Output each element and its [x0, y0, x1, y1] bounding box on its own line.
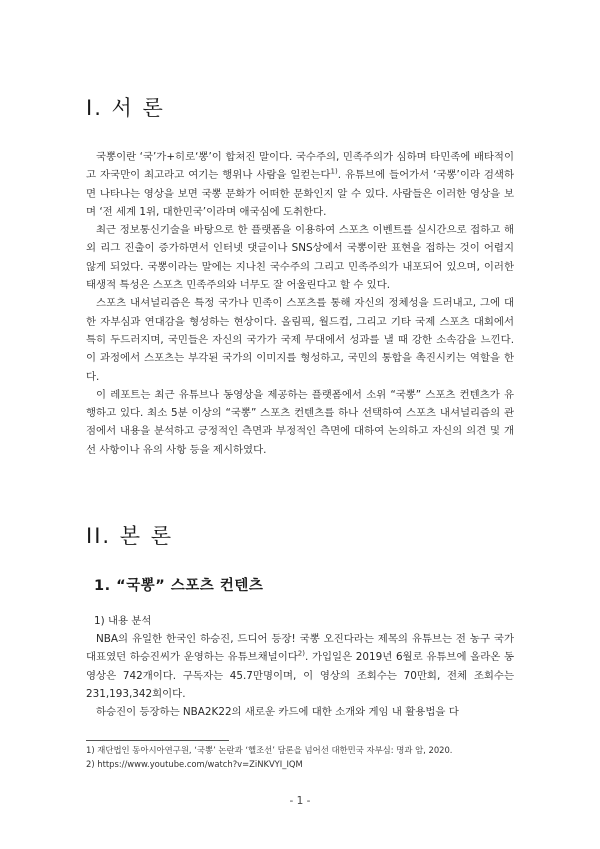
page-number: - 1 - — [289, 795, 311, 807]
item-heading: 1) 내용 분석 — [94, 615, 152, 627]
footnote-ref-1[interactable]: 1) — [330, 167, 338, 176]
footnotes — [86, 743, 516, 771]
main-paragraph-1 — [86, 630, 514, 703]
footnote-1: 1) 재단법인 동아시아연구원, ‘국뽕’ 논란과 ‘헬조선’ 담론을 넘어선 대한민국 자부심: 명과 암, 2020. — [86, 745, 453, 755]
intro-paragraph-1-text: 국뽕이란 ‘국’가+히로‘뽕’이 합쳐진 말이다. 국수주의, 민족주의가 심하며 타민족에 배타적이고 자국만이 최고라고 여기는 행위나 사람을 일컫는다 — [86, 151, 514, 182]
footnote-2-link[interactable]: 2) https://www.youtube.com/watch?v=ZiNKVYI_IQM — [86, 759, 303, 769]
intro-paragraph-3: 스포츠 내셔널리즘은 특정 국가나 민족이 스포츠를 통해 자신의 정체성을 드러내고, 그에 대한 자부심과 연대감을 형성하는 현상이다. 올림픽, 월드컵, 그리고 기타 국제 스포츠 대회에서 특히 두드러지며, 국민들은 자신의 국가가 국제 무대에서 성과를 낼 때 강한 소속감을 느낀다. 이 과정에서 스포츠는 부각된 국가의 이미지를 형성하고, 국민의 통합을 촉진시키는 역할을 한다. — [86, 297, 514, 383]
main-paragraph-1-tail: . 가입일은 2019년 6월로 유튜브에 올라온 동영상은 742개이다. 구독자는 45.7만명이며, 이 영상의 조회수는 70만회, 전체 조회수는 231,193,342회이다. — [86, 651, 514, 700]
intro-paragraph-2: 최근 정보통신기술을 바탕으로 한 플랫폼을 이용하여 스포츠 이벤트를 실시간으로 접하고 해외 리그 진출이 증가하면서 인터넷 댓글이나 SNS상에서 국뽕이란 표현을 접하는 것이 어렵지 않게 되었다. 국뽕이라는 말에는 지나친 국수주의 그리고 민족주의가 내포되어 있으며, 이러한 태생적 특성은 스포츠 민족주의와 너무도 잘 어울린다고 할 수 있다. — [86, 224, 514, 292]
subsection-heading: 1. “국뽕” 스포츠 컨텐츠 — [94, 578, 264, 594]
footnote-ref-2[interactable]: 2) — [297, 649, 305, 658]
introduction-body — [86, 148, 514, 459]
main-paragraph-2: 하승진이 등장하는 NBA2K22의 새로운 카드에 대한 소개와 게임 내 활용법을 다 — [96, 706, 459, 719]
main-body-text — [86, 630, 514, 721]
section-heading-main-body: II. 본 론 — [86, 524, 173, 548]
intro-paragraph-1-tail: . 유튜브에 들어가서 ‘국뽕’이라 검색하면 나타나는 영상을 보면 국뽕 문화가 어떠한 문화인지 알 수 있다. 사람들은 이러한 영상을 보며 ‘전 세계 1위, 대한민국’이라며 애국심에 도취한다. — [86, 169, 514, 218]
main-paragraph-1-text: NBA의 유일한 한국인 하승진, 드디어 등장! 국뽕 오진다라는 제목의 유튜브는 전 농구 국가대표였던 하승진씨가 운영하는 유튜브채널이다 — [86, 633, 514, 664]
intro-paragraph-4: 이 레포트는 최근 유튜브나 동영상을 제공하는 플랫폼에서 소위 “국뽕” 스포츠 컨텐츠가 유행하고 있다. 최소 5분 이상의 “국뽕” 스포츠 컨텐츠를 하나 선택하여 스포츠 내셔널리즘의 관점에서 내용을 분석하고 긍정적인 측면과 부정적인 측면에 대하여 논의하고 자신의 의견 및 개선 사항이나 유의 사항 등을 제시하였다. — [86, 388, 514, 456]
section-heading-introduction: I. 서 론 — [86, 96, 165, 120]
footnote-divider — [86, 740, 229, 741]
intro-paragraph-1 — [86, 148, 514, 221]
